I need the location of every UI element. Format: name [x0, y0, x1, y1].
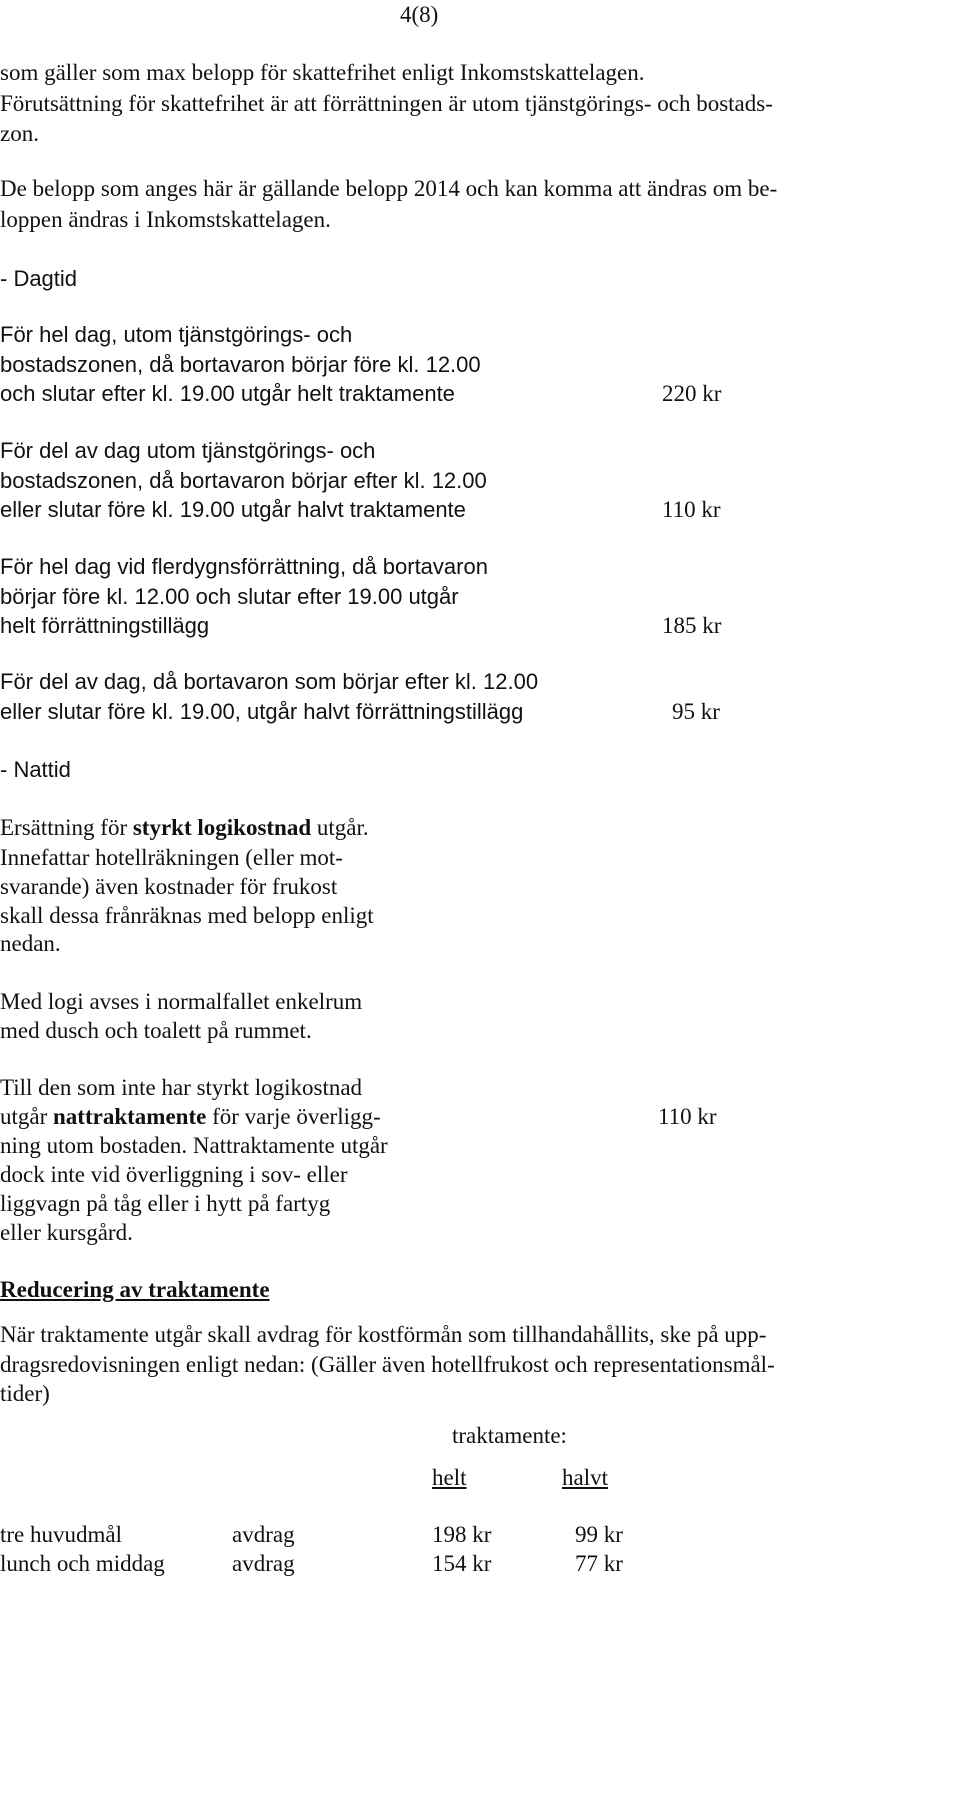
nattid-heading: - Nattid [0, 757, 71, 782]
belopp-note-line-1: De belopp som anges här är gällande belopp 2014 och kan komma att ändras om be- [0, 176, 778, 201]
dagtid-item-3-line-2: börjar före kl. 12.00 och slutar efter 19.00 utgår [0, 584, 459, 609]
dagtid-item-2-line-3: eller slutar före kl. 19.00 utgår halvt traktamente [0, 497, 466, 522]
belopp-note-line-2: loppen ändras i Inkomstskattelagen. [0, 207, 331, 232]
dagtid-item-3-line-1: För hel dag vid flerdygnsförrättning, då bortavaron [0, 554, 488, 579]
row-label: tre huvudmål [0, 1522, 122, 1547]
intro-line-1: som gäller som max belopp för skattefrihet enligt Inkomstskattelagen. [0, 60, 645, 85]
row-halvt-value: 77 kr [575, 1551, 623, 1576]
logi-text-bold: styrkt logikostnad [132, 815, 312, 840]
reducering-line-1: När traktamente utgår skall avdrag för kostförmån som tillhandahållits, ske på upp- [0, 1322, 767, 1347]
dagtid-item-4-line-2: eller slutar före kl. 19.00, utgår halvt förrättningstillägg [0, 699, 524, 724]
natt-line-4: dock inte vid överliggning i sov- eller [0, 1162, 348, 1187]
table-caption: traktamente: [452, 1423, 567, 1448]
reducering-heading: Reducering av traktamente [0, 1277, 270, 1302]
natt-text-bold: nattraktamente [53, 1104, 207, 1129]
frukost-line-2: svarande) även kostnader för frukost [0, 874, 338, 899]
column-header-helt: helt [432, 1465, 467, 1490]
dagtid-item-4-line-1: För del av dag, då bortavaron som börjar efter kl. 12.00 [0, 669, 539, 694]
natt-line-1: Till den som inte har styrkt logikostnad [0, 1075, 363, 1100]
reducering-line-3: tider) [0, 1381, 50, 1406]
row-type: avdrag [232, 1551, 295, 1576]
row-halvt-value: 99 kr [575, 1522, 623, 1547]
dagtid-item-2-amount: 110 kr [662, 497, 721, 522]
frukost-line-1: Innefattar hotellräkningen (eller mot- [0, 845, 343, 870]
dagtid-heading: - Dagtid [0, 266, 78, 291]
logi-text-post: utgår. [311, 815, 369, 840]
dagtid-item-3-line-3: helt förrättningstillägg [0, 613, 210, 638]
logi-def-line-2: med dusch och toalett på rummet. [0, 1018, 312, 1043]
natt-line-6: eller kursgård. [0, 1220, 133, 1245]
row-helt-value: 198 kr [432, 1522, 492, 1547]
dagtid-item-4-amount: 95 kr [672, 699, 720, 724]
row-type: avdrag [232, 1522, 295, 1547]
dagtid-item-3-amount: 185 kr [662, 613, 722, 638]
dagtid-item-2-line-2: bostadszonen, då bortavaron börjar efter kl. 12.00 [0, 468, 487, 493]
page-number: 4(8) [400, 2, 439, 27]
frukost-line-4: nedan. [0, 931, 61, 956]
dagtid-item-1-line-3: och slutar efter kl. 19.00 utgår helt traktamente [0, 381, 455, 406]
reducering-line-2: dragsredovisningen enligt nedan: (Gäller även hotellfrukost och representationsmål- [0, 1352, 775, 1377]
logi-text-pre: Ersättning för [0, 815, 133, 840]
frukost-line-3: skall dessa frånräknas med belopp enligt [0, 903, 374, 928]
dagtid-item-1-line-2: bostadszonen, då bortavaron börjar före kl. 12.00 [0, 352, 481, 377]
row-label: lunch och middag [0, 1551, 165, 1576]
nattraktamente-amount: 110 kr [658, 1104, 717, 1129]
intro-line-3: zon. [0, 121, 39, 146]
intro-line-2: Förutsättning för skattefrihet är att förrättningen är utom tjänstgörings- och bostads- [0, 91, 773, 116]
column-header-halvt: halvt [562, 1465, 608, 1490]
natt-text-pre: utgår [0, 1104, 54, 1129]
dagtid-item-2-line-1: För del av dag utom tjänstgörings- och [0, 438, 376, 463]
natt-line-2 [0, 1102, 381, 1132]
dagtid-item-1-line-1: För hel dag, utom tjänstgörings- och [0, 322, 353, 347]
logi-def-line-1: Med logi avses i normalfallet enkelrum [0, 989, 363, 1014]
natt-line-3: ning utom bostaden. Nattraktamente utgår [0, 1133, 388, 1158]
dagtid-item-1-amount: 220 kr [662, 381, 722, 406]
natt-line-5: liggvagn på tåg eller i hytt på fartyg [0, 1191, 331, 1216]
natt-text-post: för varje överligg- [206, 1104, 381, 1129]
row-helt-value: 154 kr [432, 1551, 492, 1576]
logi-line [0, 813, 369, 843]
